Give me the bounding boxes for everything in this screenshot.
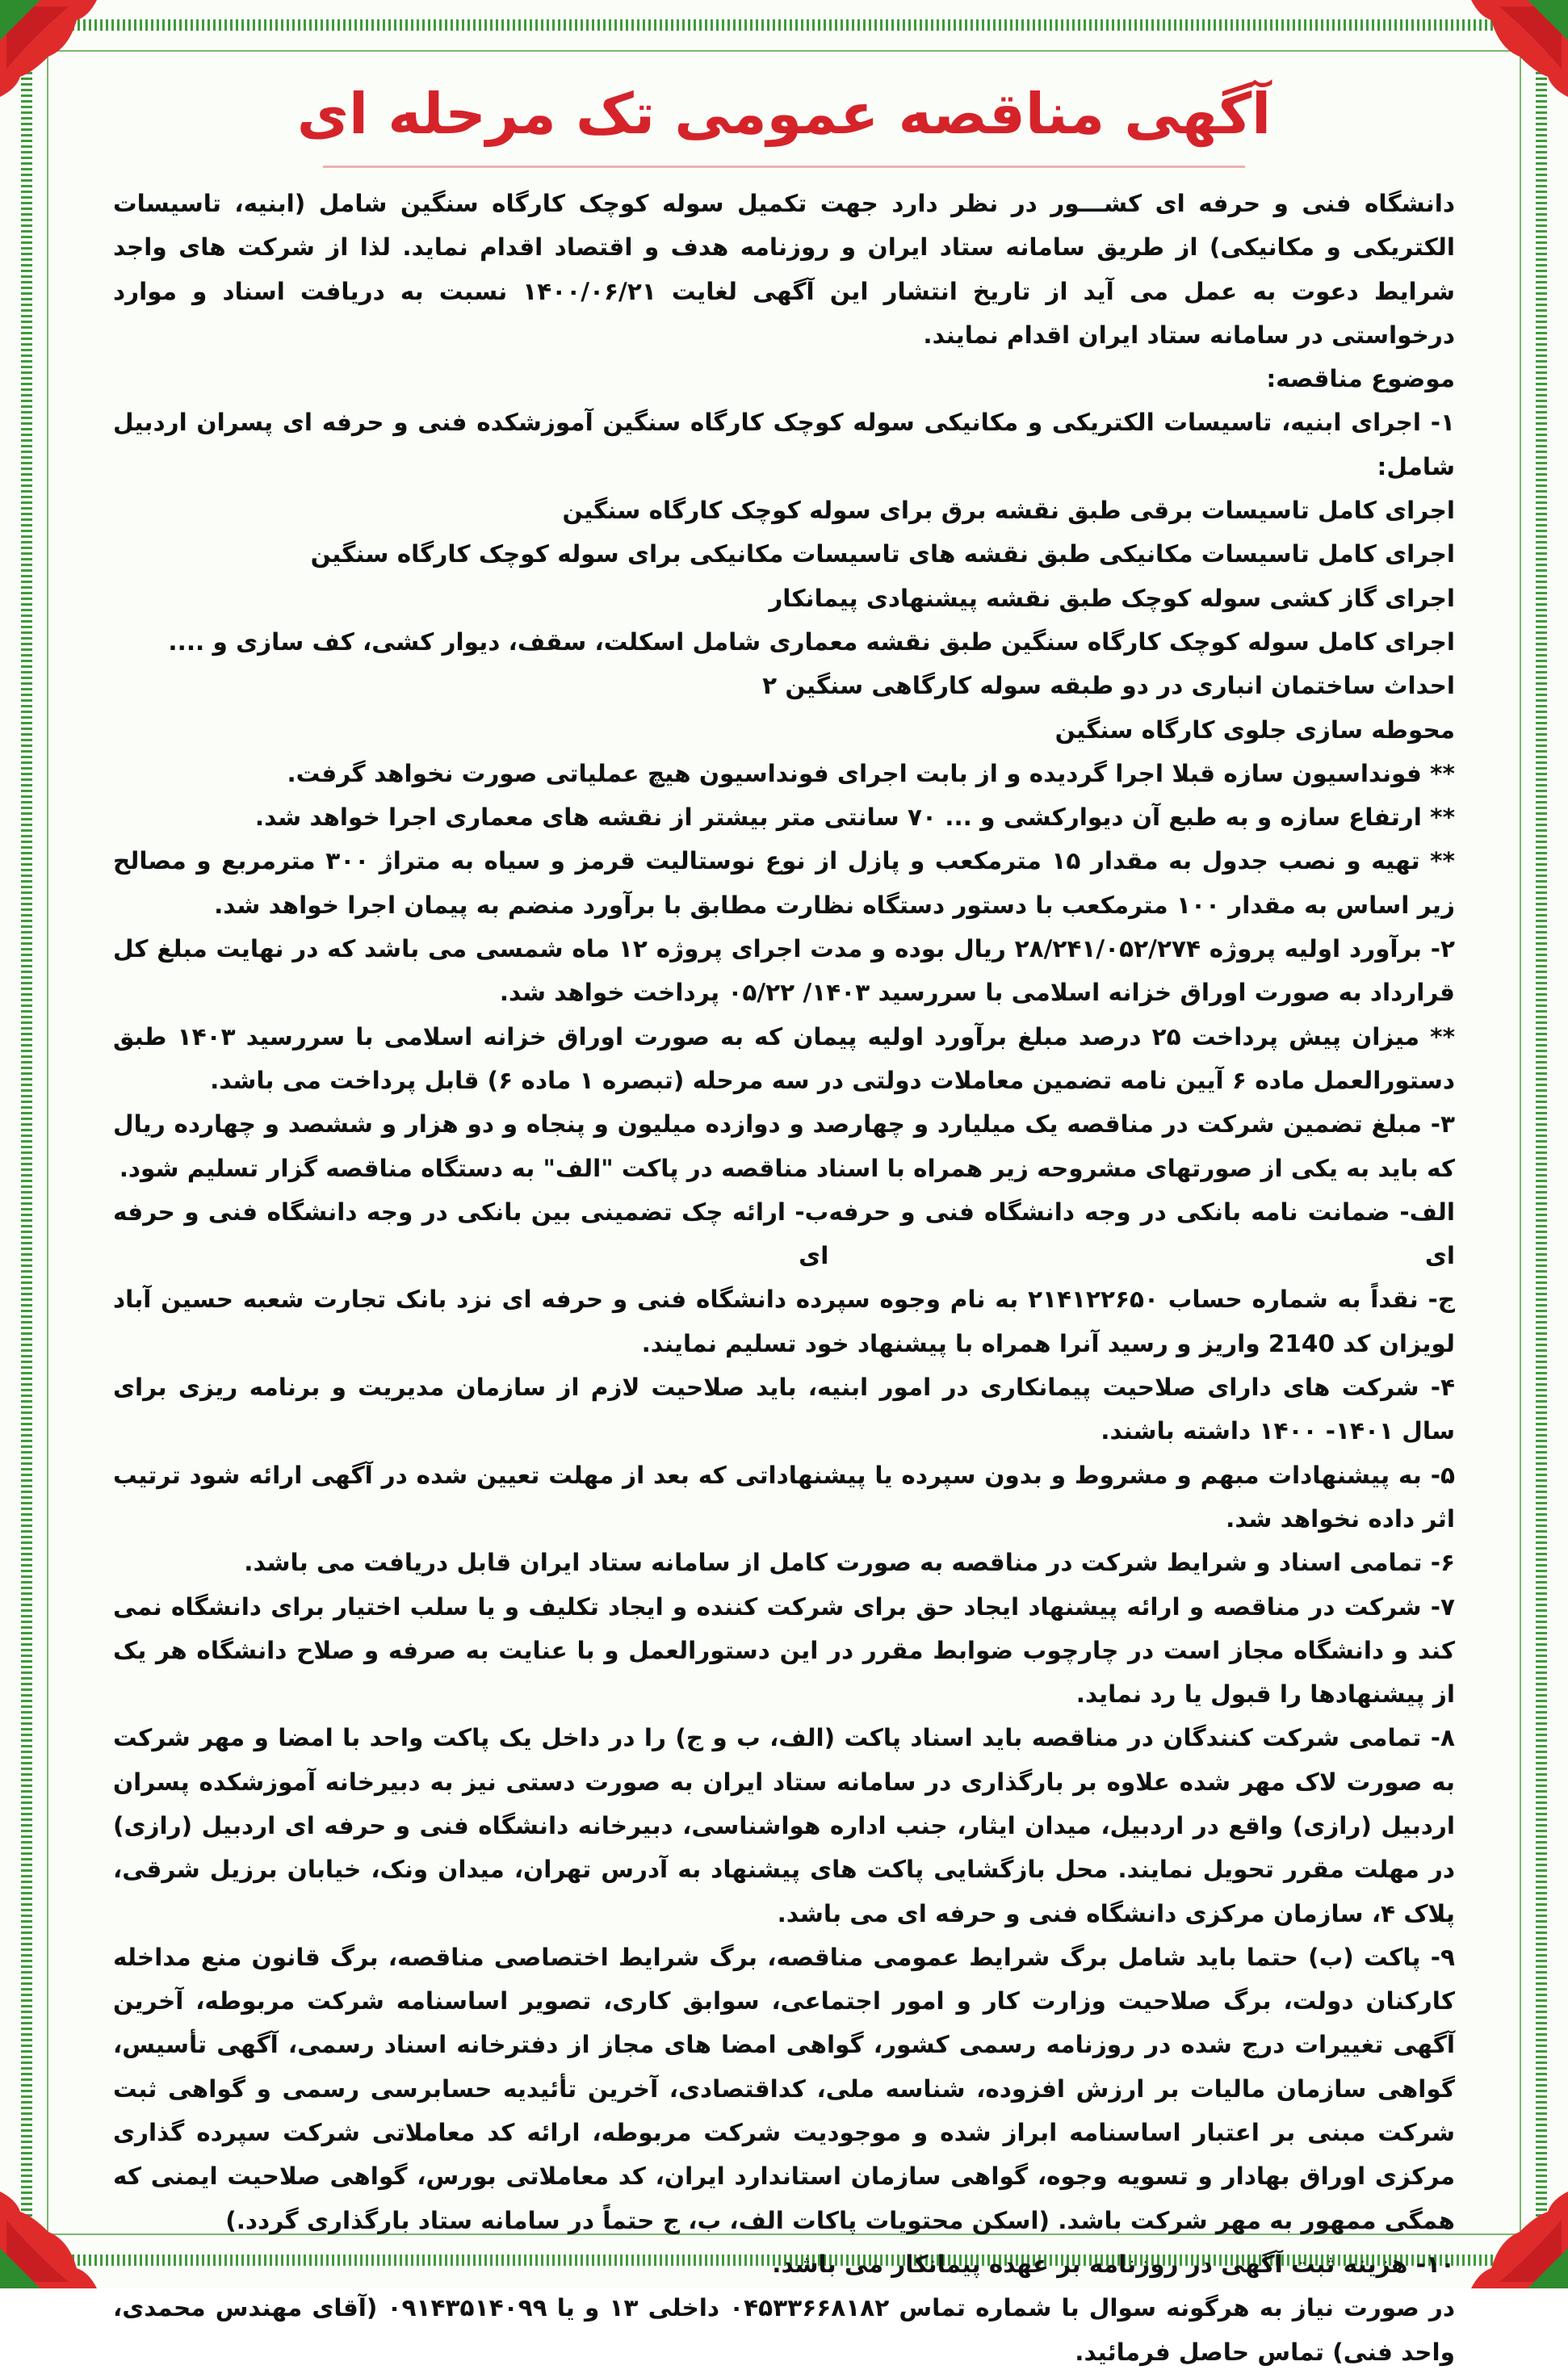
guarantee-options [113, 1190, 1455, 1278]
item-7: ۷- شرکت در مناقصه و ارائه پیشنهاد ایجاد حق برای شرکت کننده و ایجاد تکلیف و یا سلب اختیار برای دانشگاه نمی کند و دانشگاه مجاز است در چارچوب ضوابط مقرر در این دستورالعمل و با عنایت به صرفه و صلاح دانشگاه هر یک از پیشنهادها را قبول یا رد نماید. [113, 1592, 1455, 1709]
notice-title: آگهی مناقصه عمومی تک مرحله ای [296, 81, 1272, 147]
intro-paragraph: دانشگاه فنی و حرفه ای کشـــور در نظر دارد جهت تکمیل سوله کوچک کارگاه سنگین شامل (ابنیه، تاسیسات الکتریکی و مکانیکی) از طریق سامانه ستاد ایران و روزنامه هدف و اقتصاد اقدام نماید. لذا از شرکت های واجد شرایط دعوت به عمل می آید از تاریخ انتشار این آگهی لغایت ۱۴۰۰/۰۶/۲۱ نسبت به دریافت اسناد و موارد درخواستی در سامانه ستاد ایران اقدام نمایند. [113, 190, 1455, 349]
item-3: ۳- مبلغ تضمین شرکت در مناقصه یک میلیارد و چهارصد و دوازده میلیون و پنجاه و دو هزار و ششصد و چهارده ریال که باید به یکی از صورتهای مشروحه زیر همراه با اسناد مناقصه در پاکت "الف" به دستگاه مناقصه گزار تسلیم شود. [113, 1110, 1455, 1182]
item-1-line: احداث ساختمان انباری در دو طبقه سوله کارگاهی سنگین ۲ [762, 672, 1455, 700]
title-underline [323, 166, 1245, 168]
corner-ornament-icon [1471, 2192, 1568, 2288]
guarantee-option-be: ب- ارائه چک تضمینی بین بانکی در وجه دانشگاه فنی و حرفه ای [113, 1197, 829, 1270]
item-10: ۱۰- هزینه ثبت آگهی در روزنامه بر عهده پیمانکار می باشد. [772, 2250, 1455, 2278]
item-4: ۴- شرکت های دارای صلاحیت پیمانکاری در امور ابنیه، باید صلاحیت لازم از سازمان مدیریت و برنامه ریزی برای سال ۱۴۰۱- ۱۴۰۰ داشته باشند. [113, 1374, 1455, 1445]
corner-ornament-icon [0, 2192, 97, 2288]
note-prepayment: ** میزان پیش پرداخت ۲۵ درصد مبلغ برآورد اولیه پیمان که به صورت اوراق خزانه اسلامی با سررسید ۱۴۰۳ طبق دستورالعمل ماده ۶ آیین نامه تضمین معاملات دولتی در سه مرحله (تبصره ۱ ماده ۶) قابل پرداخت می باشد. [113, 1022, 1455, 1094]
note-curbs: ** تهیه و نصب جدول به مقدار ۱۵ مترمکعب و پازل از نوع نوستالیت قرمز و سیاه به متراژ ۳۰۰ مترمربع و مصالح زیر اساس به مقدار ۱۰۰ مترمکعب با دستور دستگاه نظارت مطابق با برآورد منضم به پیمان اجرا خواهد شد. [113, 847, 1455, 919]
decorative-border-top [32, 19, 1536, 31]
item-9: ۹- پاکت (ب) حتما باید شامل برگ شرایط عمومی مناقصه، برگ شرایط اختصاصی مناقصه، برگ قانون منع مداخله کارکنان دولت، برگ صلاحیت وزارت کار و امور اجتماعی، سوابق کاری، تصویر اساسنامه شرکت مربوطه، آخرین آگهی تغییرات درج شده در روزنامه رسمی کشور، گواهی امضا های مجاز از دفترخانه اسناد رسمی، آگهی تأسیس، گواهی سازمان مالیات بر ارزش افزوده، شناسه ملی، کداقتصادی، آخرین تأئیدیه حسابرسی رسمی و گواهی ثبت شرکت مبنی بر اعتبار اساسنامه ابراز شده و موجودیت شرکت مربوطه، ارائه کد معاملاتی شرکت سپرده گذاری مرکزی اوراق بهادار و تسویه وجوه، گواهی سازمان استاندارد ایران، کد معاملاتی بورس، گواهی صلاحیت ایمنی که همگی ممهور به مهر شرکت باشد. (اسکن محتویات پاکات الف، ب، ج حتماً در سامانه ستاد بارگذاری گردد.) [113, 1943, 1455, 2234]
item-5: ۵- به پیشنهادات مبهم و مشروط و بدون سپرده یا پیشنهاداتی که بعد از مهلت تعیین شده در آگهی ارائه شود ترتیب اثر داده نخواهد شد. [113, 1461, 1455, 1533]
item-1: ۱- اجرای ابنیه، تاسیسات الکتریکی و مکانیکی سوله کوچک کارگاه سنگین آموزشکده فنی و حرفه ای پسران اردبیل شامل: [113, 409, 1455, 480]
guarantee-option-alef: الف- ضمانت نامه بانکی در وجه دانشگاه فنی و حرفه ای [828, 1197, 1455, 1270]
contact-paragraph: در صورت نیاز به هرگونه سوال با شماره تماس ۰۴۵۳۳۶۶۸۱۸۲ داخلی ۱۳ و یا ۰۹۱۴۳۵۱۴۰۹۹ (آقای مهندس محمدی، واحد فنی) تماس حاصل فرمائید. [113, 2294, 1455, 2366]
note-foundation: ** فونداسیون سازه قبلا اجرا گردیده و از بابت اجرای فونداسیون هیچ عملیاتی صورت نخواهد گرفت. [287, 759, 1455, 787]
item-1-line: محوطه سازی جلوی کارگاه سنگین [1054, 715, 1455, 744]
item-8: ۸- تمامی شرکت کنندگان در مناقصه باید اسناد پاکت (الف، ب و ج) را در داخل یک پاکت واحد با امضا و مهر شرکت به صورت لاک مهر شده علاوه بر بارگذاری در سامانه ستاد ایران به صورت دستی نیز به دبیرخانه آموزشکده پسران اردبیل (رازی) واقع در اردبیل، میدان ایثار، جنب اداره هواشناسی، دبیرخانه دانشگاه فنی و حرفه ای اردبیل (رازی) در مهلت مقرر تحویل نمایند. محل بازگشایی پاکت های پیشنهاد به آدرس تهران، میدان ونک، خیابان برزیل شرقی، پلاک ۴، سازمان مرکزی دانشگاه فنی و حرفه ای می باشد. [113, 1724, 1455, 1927]
item-1-line: اجرای کامل تاسیسات مکانیکی طبق نقشه های تاسیسات مکانیکی برای سوله کوچک کارگاه سنگین [310, 540, 1455, 568]
notice-body [113, 182, 1456, 2366]
item-1-line: اجرای کامل سوله کوچک کارگاه سنگین طبق نقشه معماری شامل اسکلت، سقف، دیوار کشی، کف سازی و .... [168, 627, 1455, 656]
decorative-border-left [21, 32, 32, 2256]
guarantee-option-jim: ج- نقداً به شماره حساب ۲۱۴۱۲۲۶۵۰ به نام وجوه سپرده دانشگاه فنی و حرفه ای نزد بانک تجارت شعبه حسین آباد لویزان کد 2140 واریز و رسید آنرا همراه با پیشنهاد خود تسلیم نمایند. [113, 1286, 1455, 1357]
item-1-line: اجرای کامل تاسیسات برقی طبق نقشه برق برای سوله کوچک کارگاه سنگین [562, 497, 1455, 525]
decorative-border-right [1536, 32, 1547, 2256]
item-1-line: اجرای گاز کشی سوله کوچک طبق نقشه پیشنهادی پیمانکار [769, 584, 1455, 612]
item-6: ۶- تمامی اسناد و شرایط شرکت در مناقصه به صورت کامل از سامانه ستاد ایران قابل دریافت می باشد. [244, 1549, 1455, 1577]
note-height: ** ارتفاع سازه و به طبع آن دیوارکشی و ... ۷۰ سانتی متر بیشتر از نقشه های معماری اجرا خواهد شد. [254, 803, 1455, 832]
item-2: ۲- برآورد اولیه پروژه ۲۸/۲۴۱/۰۵۲/۲۷۴ ریال بوده و مدت اجرای پروژه ۱۲ ماه شمسی می باشد که در نهایت مبلغ کل قرارداد به صورت اوراق خزانه اسلامی با سررسید ۱۴۰۳/ ۰۵/۲۲ پرداخت خواهد شد. [113, 935, 1456, 1007]
subject-heading: موضوع مناقصه: [1266, 365, 1455, 393]
